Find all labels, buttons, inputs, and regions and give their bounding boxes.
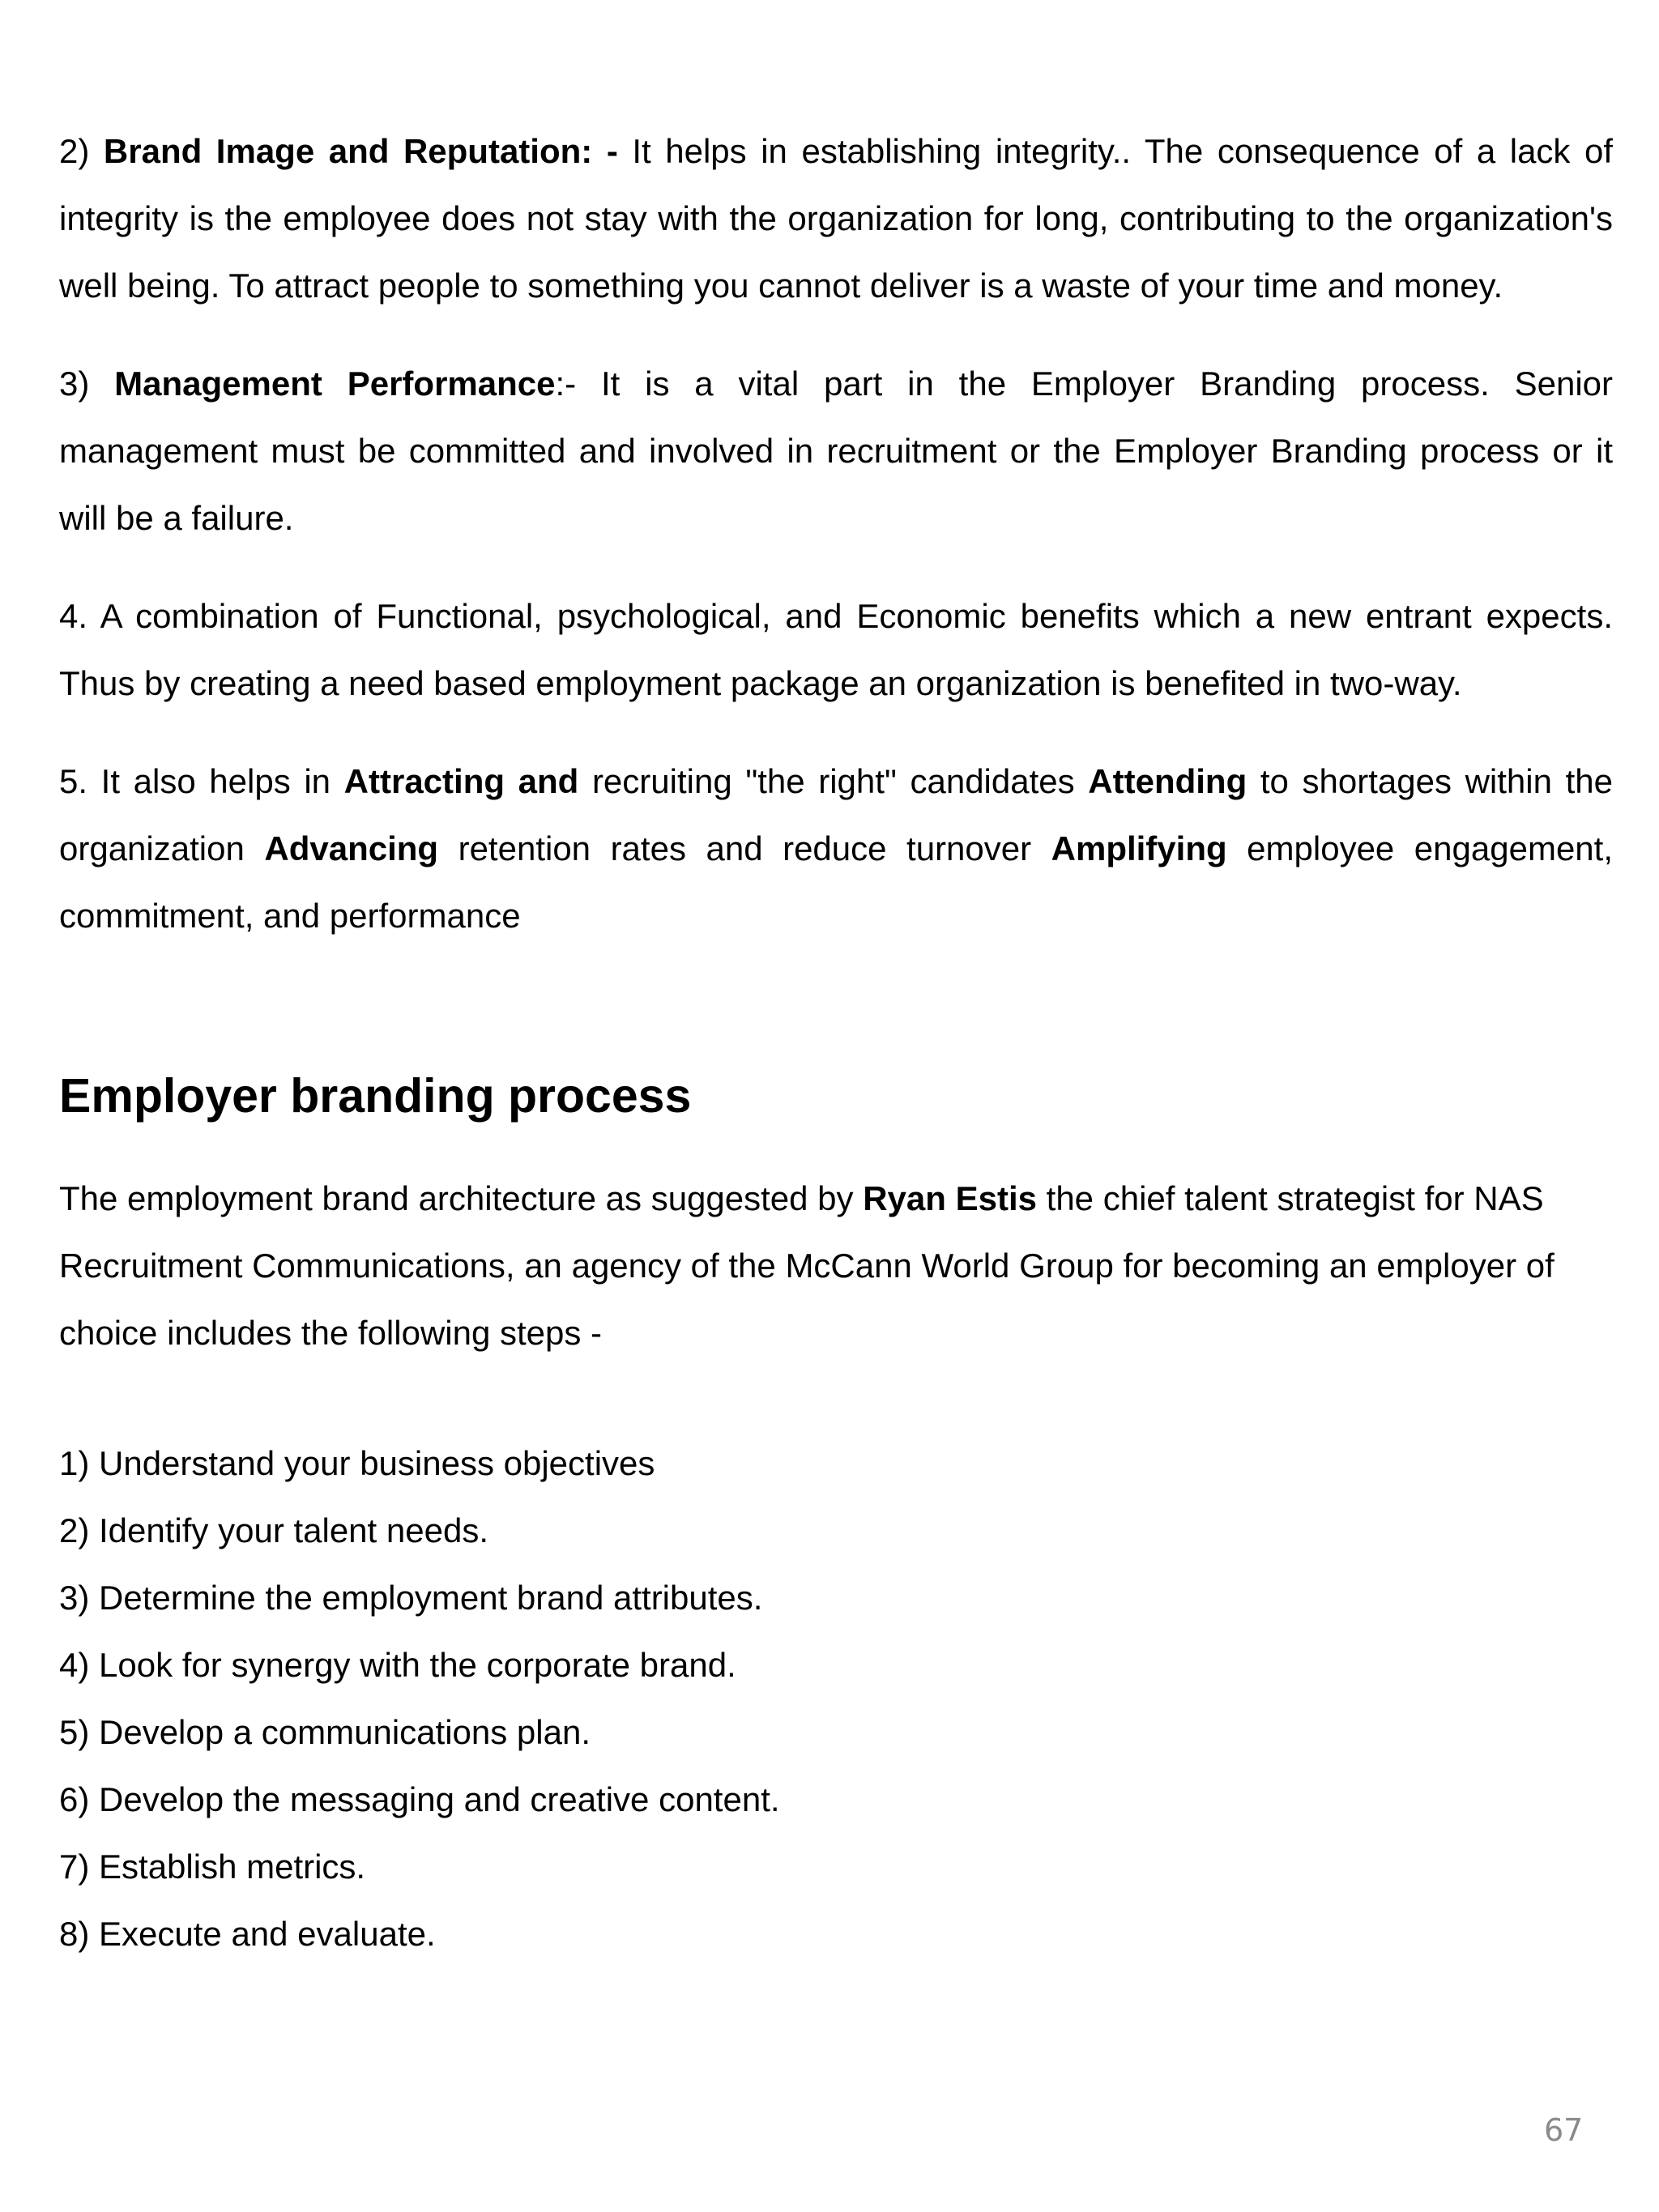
list-item: 6) Develop the messaging and creative content. <box>59 1780 780 1818</box>
steps-list <box>59 1430 1613 1967</box>
page-content <box>59 117 1613 1967</box>
term-amplifying: Amplifying <box>1051 829 1227 867</box>
list-item: 4) Look for synergy with the corporate brand. <box>59 1646 736 1684</box>
term-attracting: Attracting and <box>343 762 579 800</box>
paragraph-text: recruiting "the right" candidates <box>578 762 1089 800</box>
paragraph-combination-benefits <box>59 582 1613 717</box>
term-management-performance: Management Performance <box>114 364 556 403</box>
paragraph-text: It helps in establishing integrity.. The consequence of a lack of integrity is the employee does not stay with the organization for long, contributing to the organization's well being. To attract people to something you cannot deliver is a waste of your time and money. <box>59 132 1614 305</box>
paragraph-brand-image <box>59 117 1613 319</box>
person-name: Ryan Estis <box>863 1179 1037 1217</box>
page-number: 67 <box>1544 2112 1584 2148</box>
section-intro <box>59 1165 1613 1366</box>
list-item: 5) Develop a communications plan. <box>59 1713 591 1751</box>
term-brand-image-reputation: Brand Image and Reputation: - <box>103 132 618 170</box>
paragraph-text: 4. A combination of Functional, psychological, and Economic benefits which a new entrant expects. Thus by creating a need based employment package an organization is benefited in two-way. <box>59 597 1613 702</box>
list-item: 3) Determine the employment brand attributes. <box>59 1579 763 1617</box>
paragraph-text: 5. It also helps in <box>59 762 344 800</box>
intro-text: The employment brand architecture as suggested by <box>59 1179 864 1217</box>
term-advancing: Advancing <box>264 829 439 867</box>
list-item: 8) Execute and evaluate. <box>59 1915 436 1953</box>
paragraph-text: to shortages within the organization <box>59 762 1614 867</box>
paragraph-management-performance <box>59 350 1613 552</box>
list-item: 2) Identify your talent needs. <box>59 1511 488 1549</box>
paragraph-text: employee engagement, commitment, and performance <box>59 829 1614 935</box>
term-attending: Attending <box>1088 762 1247 800</box>
intro-text: the chief talent strategist for NAS Recruitment Communications, an agency of the McCann World Group for becoming an employer of choice includes the following steps - <box>59 1179 1555 1352</box>
paragraph-attracting <box>59 748 1613 949</box>
list-item: 7) Establish metrics. <box>59 1848 366 1886</box>
paragraph-prefix: 3) <box>59 364 115 403</box>
list-item: 1) Understand your business objectives <box>59 1444 655 1482</box>
paragraph-text: retention rates and reduce turnover <box>438 829 1051 867</box>
paragraph-text: :- It is a vital part in the Employer Branding process. Senior management must be committed and involved in recruitment or the Employer Branding process or it will be a failure. <box>59 364 1613 537</box>
paragraph-prefix: 2) <box>59 132 104 170</box>
section-heading: Employer branding process <box>59 1069 692 1123</box>
